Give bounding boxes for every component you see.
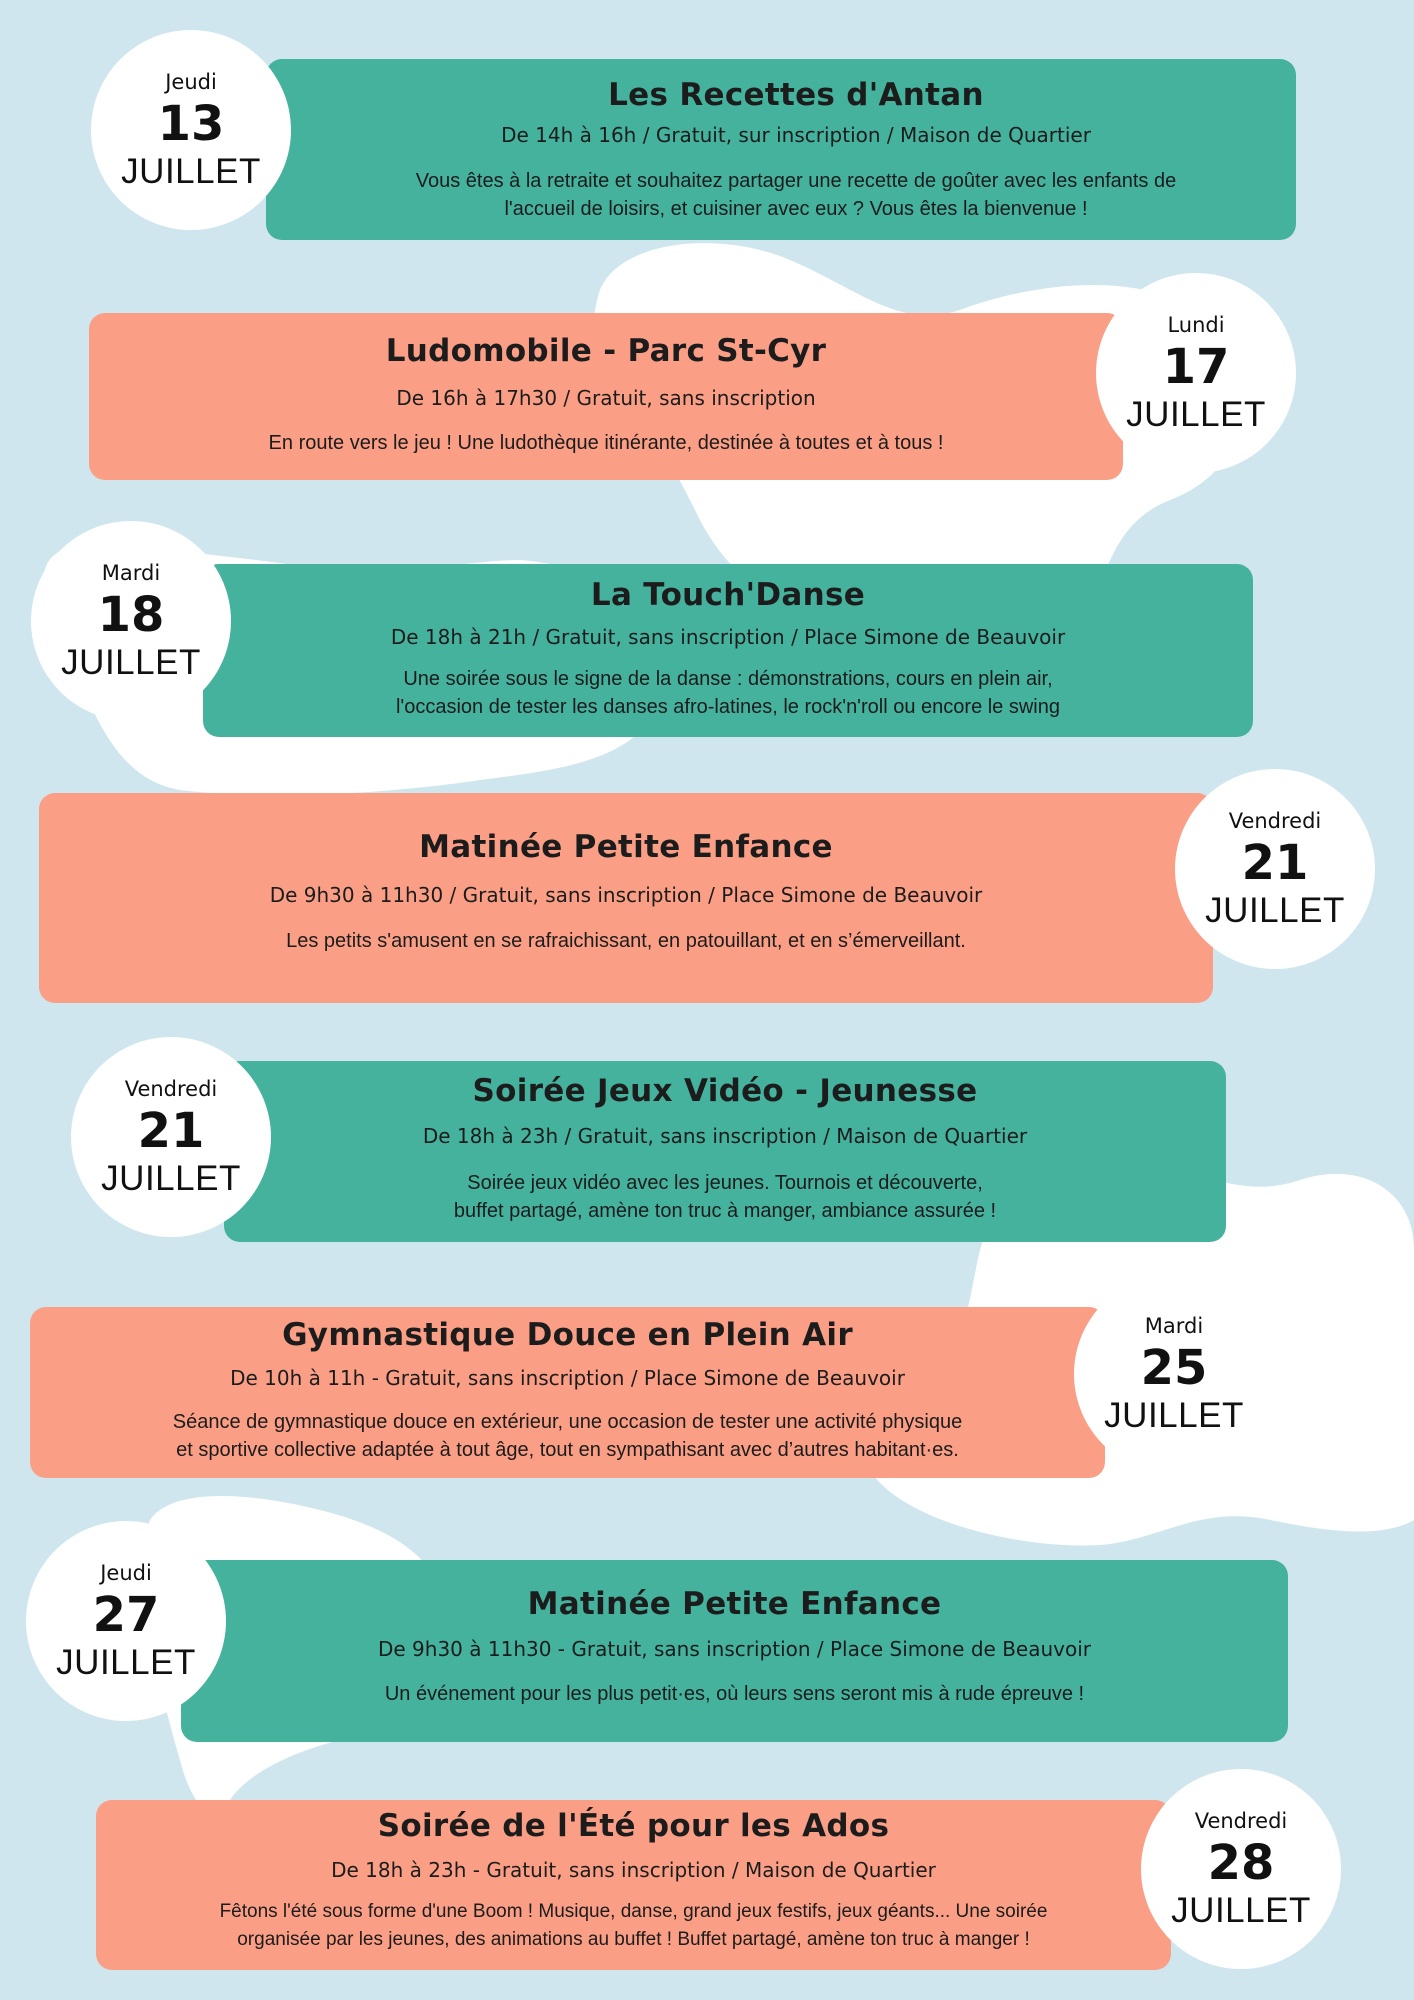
event-info: De 18h à 23h / Gratuit, sans inscription / Maison de Quartier: [422, 1124, 1028, 1148]
event-title: Gymnastique Douce en Plein Air: [282, 1317, 853, 1353]
date-number: 25: [1140, 1340, 1208, 1396]
date-month: JUILLET: [1171, 1891, 1311, 1930]
date-day: Vendredi: [1228, 809, 1322, 833]
event-description: En route vers le jeu ! Une ludothèque itinérante, destinée à toutes et à tous !: [268, 432, 944, 454]
event-card: [266, 59, 1296, 240]
date-month: JUILLET: [56, 1643, 196, 1682]
event-card: [89, 313, 1123, 480]
date-circle: [1074, 1274, 1274, 1474]
event-title: Soirée de l'Été pour les Ados: [377, 1808, 890, 1844]
event-info: De 16h à 17h30 / Gratuit, sans inscription: [396, 386, 816, 410]
date-circle: [1175, 769, 1375, 969]
event-card: [203, 564, 1253, 737]
event-description: Une soirée sous le signe de la danse : démonstrations, cours en plein air, l'occasion de tester les danses afro-latines, le rock'n'roll ou encore le swing: [395, 668, 1060, 718]
date-number: 28: [1207, 1835, 1275, 1891]
date-circle: [1141, 1769, 1341, 1969]
date-month: JUILLET: [1104, 1396, 1244, 1435]
event-description: Vous êtes à la retraite et souhaitez partager une recette de goûter avec les enfants de l'accueil de loisirs, et cuisiner avec eux ? Vous êtes la bienvenue !: [415, 170, 1177, 220]
date-circle: [91, 30, 291, 230]
event-description: Les petits s'amusent en se rafraichissant, en patouillant, et en s’émerveillant.: [286, 930, 966, 952]
event-info: De 9h30 à 11h30 - Gratuit, sans inscription / Place Simone de Beauvoir: [377, 1637, 1092, 1661]
date-day: Vendredi: [124, 1077, 218, 1101]
date-month: JUILLET: [1126, 395, 1266, 434]
date-day: Mardi: [1144, 1314, 1204, 1338]
date-number: 18: [97, 587, 165, 643]
event-description: Fêtons l'été sous forme d'une Boom ! Musique, danse, grand jeux festifs, jeux géants... Une soirée organisée par les jeunes, des animations au buffet ! Buffet partagé, amène ton truc à manger !: [219, 1901, 1048, 1950]
date-circle: [1096, 273, 1296, 473]
event-description: Un événement pour les plus petit·es, où leurs sens seront mis à rude épreuve !: [384, 1683, 1085, 1705]
event-title: Soirée Jeux Vidéo - Jeunesse: [472, 1073, 978, 1109]
event-info: De 10h à 11h - Gratuit, sans inscription / Place Simone de Beauvoir: [230, 1366, 905, 1390]
event-card: [39, 793, 1213, 1003]
date-day: Lundi: [1167, 313, 1225, 337]
event-card: [181, 1560, 1288, 1742]
date-day: Mardi: [101, 561, 161, 585]
event-info: De 18h à 23h - Gratuit, sans inscription / Maison de Quartier: [331, 1858, 936, 1882]
date-circle: [31, 521, 231, 721]
date-day: Jeudi: [100, 1561, 152, 1585]
date-month: JUILLET: [61, 643, 201, 682]
date-number: 13: [157, 96, 225, 152]
event-title: Matinée Petite Enfance: [419, 829, 833, 865]
event-title: Ludomobile - Parc St-Cyr: [385, 333, 827, 369]
event-card: [224, 1061, 1226, 1242]
date-month: JUILLET: [121, 152, 261, 191]
event-description: Soirée jeux vidéo avec les jeunes. Tournois et découverte, buffet partagé, amène ton truc à manger, ambiance assurée !: [453, 1172, 997, 1222]
date-circle: [26, 1521, 226, 1721]
date-month: JUILLET: [1205, 891, 1345, 930]
event-title: Les Recettes d'Antan: [608, 77, 984, 113]
event-card: [96, 1800, 1171, 1970]
date-number: 21: [1241, 835, 1309, 891]
event-title: Matinée Petite Enfance: [527, 1586, 942, 1622]
event-info: De 14h à 16h / Gratuit, sur inscription / Maison de Quartier: [501, 123, 1091, 147]
event-info: De 9h30 à 11h30 / Gratuit, sans inscription / Place Simone de Beauvoir: [269, 883, 983, 907]
event-description: Séance de gymnastique douce en extérieur, une occasion de tester une activité physique et sportive collective adaptée à tout âge, tout en sympathisant avec d’autres habitant·es.: [172, 1411, 963, 1461]
event-info: De 18h à 21h / Gratuit, sans inscription / Place Simone de Beauvoir: [390, 625, 1066, 649]
event-card: [30, 1307, 1105, 1478]
event-title: La Touch'Danse: [590, 577, 866, 613]
date-day: Vendredi: [1194, 1809, 1288, 1833]
date-circle: [71, 1037, 271, 1237]
date-day: Jeudi: [165, 70, 217, 94]
date-number: 21: [137, 1103, 205, 1159]
date-month: JUILLET: [101, 1159, 241, 1198]
date-number: 27: [92, 1587, 160, 1643]
date-number: 17: [1162, 339, 1230, 395]
